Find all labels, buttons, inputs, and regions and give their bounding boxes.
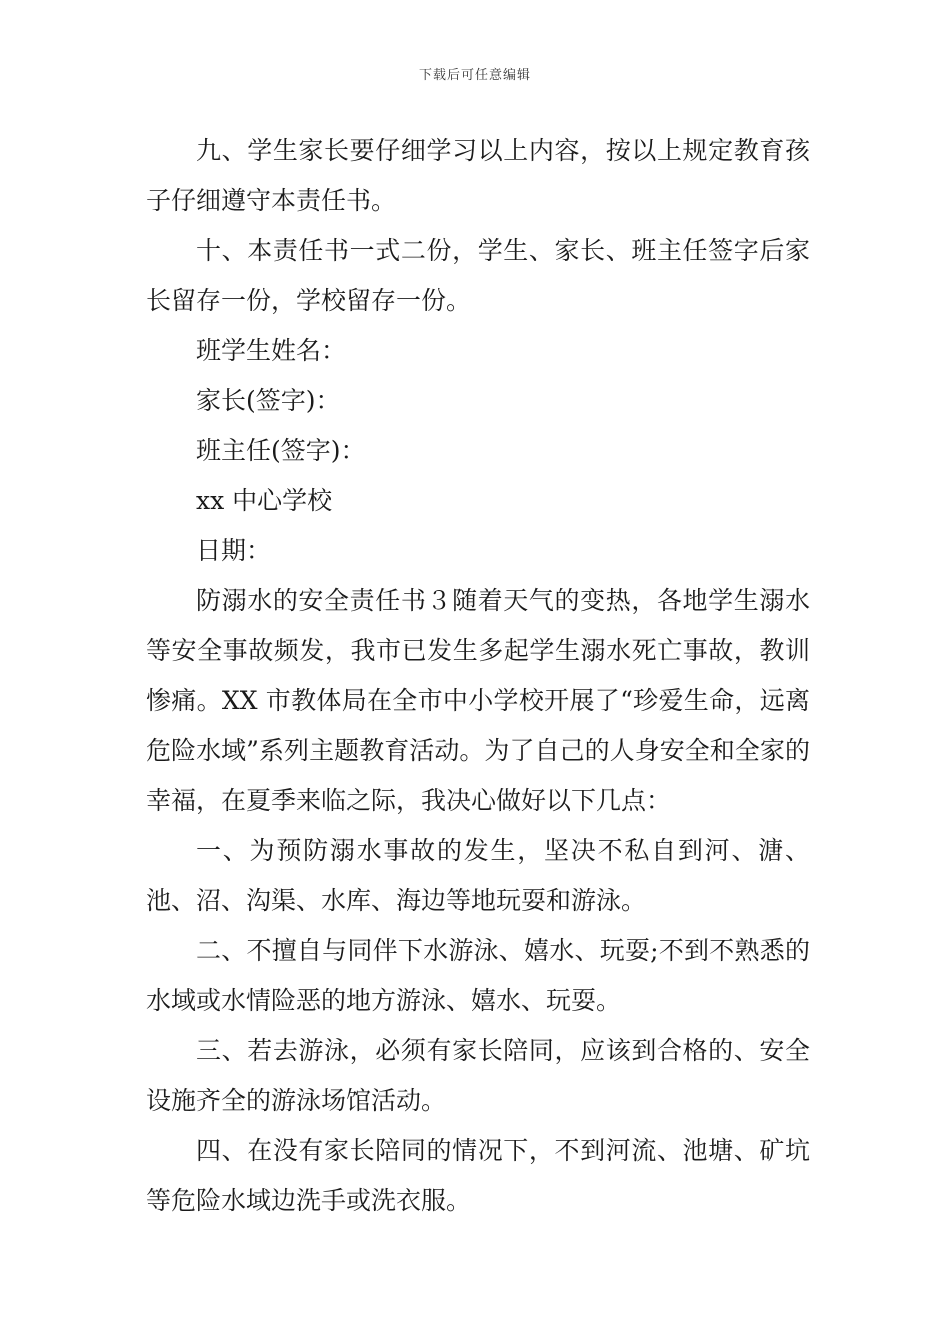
- student-name-line: 班学生姓名：: [196, 336, 347, 365]
- rule-item-3: 三、若去游泳，必须有家长陪同，应该到合格的、安全设施齐全的游泳场馆活动。: [146, 1036, 810, 1115]
- document-body: [146, 126, 810, 1226]
- intro-paragraph: 防溺水的安全责任书３随着天气的变热，各地学生溺水等安全事故频发，我市已发生多起学生溺水死亡事故，教训惨痛。XX 市教体局在全市中小学校开展了“珍爱生命，远离危险水域”系列主题教育活动。为了自己的人身安全和全家的幸福，在夏季来临之际，我决心做好以下几点：: [146, 586, 810, 815]
- parent-signature-line: 家长(签字)：: [196, 386, 341, 415]
- date-line: 日期：: [196, 536, 272, 565]
- school-name-line: xx 中心学校: [196, 486, 333, 515]
- paragraph-item-10: 十、本责任书一式二份，学生、家长、班主任签字后家长留存一份，学校留存一份。: [146, 236, 810, 315]
- teacher-signature-line: 班主任(签字)：: [196, 436, 366, 465]
- page-header: 下载后可任意编辑: [418, 68, 531, 83]
- rule-item-4: 四、在没有家长陪同的情况下，不到河流、池塘、矿坑等危险水域边洗手或洗衣服。: [146, 1136, 810, 1215]
- paragraph-item-9: 九、学生家长要仔细学习以上内容，按以上规定教育孩子仔细遵守本责任书。: [146, 136, 810, 215]
- rule-item-2: 二、不擅自与同伴下水游泳、嬉水、玩耍;不到不熟悉的水域或水情险恶的地方游泳、嬉水、玩耍。: [146, 936, 810, 1015]
- rule-item-1: 一、为预防溺水事故的发生，坚决不私自到河、溏、池、沼、沟渠、水库、海边等地玩耍和游泳。: [146, 836, 810, 915]
